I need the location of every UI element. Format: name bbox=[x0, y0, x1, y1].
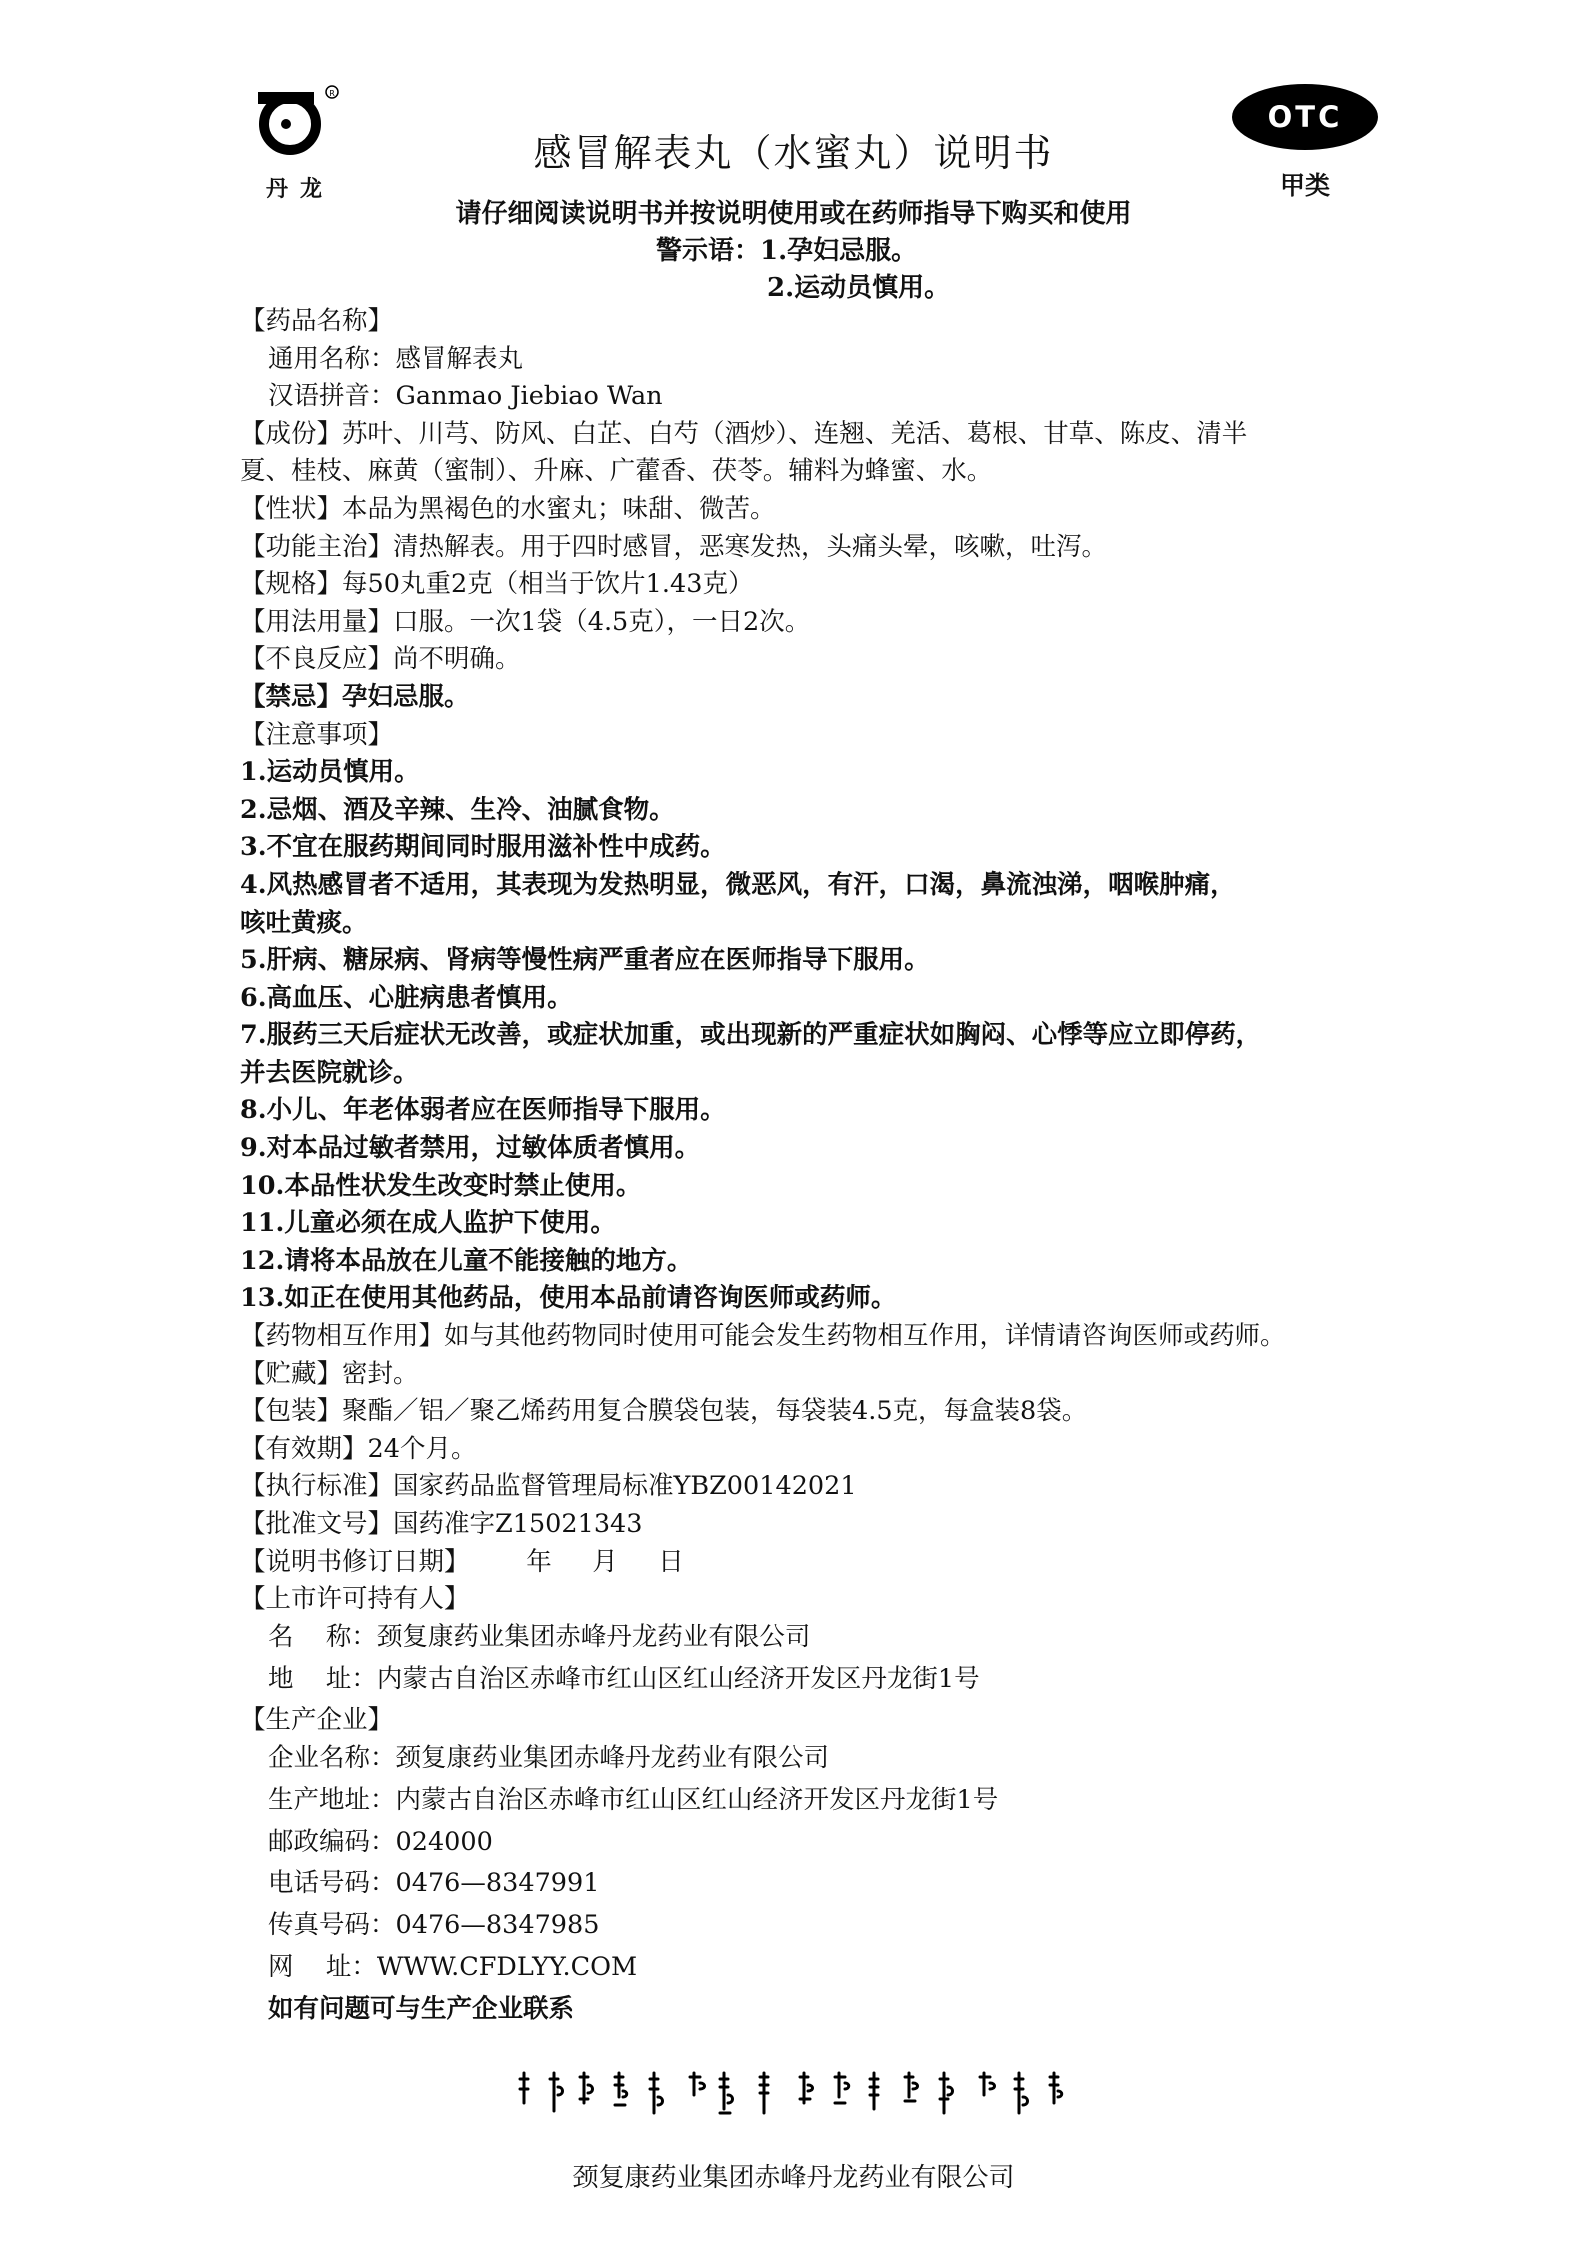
section-drug-name: 【药品名称】 bbox=[240, 306, 394, 336]
usage-advice: 请仔细阅读说明书并按说明使用或在药师指导下购买和使用 bbox=[455, 199, 1132, 229]
precaution-item: 11.儿童必须在成人监护下使用。 bbox=[240, 1208, 616, 1239]
document-title: 感冒解表丸（水蜜丸）说明书 bbox=[533, 131, 1054, 175]
precaution-item: 咳吐黄痰。 bbox=[240, 907, 368, 938]
section-dosage: 【用法用量】口服。一次1袋（4.5克），一日2次。 bbox=[240, 606, 811, 637]
section-specification: 【规格】每50丸重2克（相当于饮片1.43克） bbox=[240, 569, 754, 600]
precaution-item: 8.小儿、年老体弱者应在医师指导下服用。 bbox=[240, 1095, 726, 1126]
mongolian-script-graphic bbox=[0, 2065, 1587, 2129]
section-precautions: 【注意事项】 bbox=[240, 719, 394, 750]
section-standard: 【执行标准】国家药品监督管理局标准YBZ00142021 bbox=[240, 1471, 857, 1502]
postcode: 邮政编码：024000 bbox=[268, 1826, 493, 1857]
precaution-item: 2.忌烟、酒及辛辣、生冷、油腻食物。 bbox=[240, 794, 675, 825]
precaution-item: 3.不宜在服药期间同时服用滋补性中成药。 bbox=[240, 832, 726, 863]
precaution-item: 5.肝病、糖尿病、肾病等慢性病严重者应在医师指导下服用。 bbox=[240, 945, 930, 976]
warning-line-1: 警示语：1.孕妇忌服。 bbox=[656, 236, 918, 266]
section-adverse: 【不良反应】尚不明确。 bbox=[240, 644, 521, 675]
leaflet-body bbox=[240, 303, 1370, 2028]
section-contraindication: 【禁忌】孕妇忌服。 bbox=[240, 681, 470, 712]
footer-company: 颈复康药业集团赤峰丹龙药业有限公司 bbox=[572, 2163, 1015, 2193]
mah-address: 地 址：内蒙古自治区赤峰市红山区红山经济开发区丹龙街1号 bbox=[268, 1663, 980, 1694]
section-mah: 【上市许可持有人】 bbox=[240, 1584, 470, 1615]
logo-text: 丹龙 bbox=[265, 176, 334, 202]
precaution-item: 10.本品性状发生改变时禁止使用。 bbox=[240, 1170, 642, 1201]
website: 网 址：WWW.CFDLYY.COM bbox=[268, 1951, 638, 1982]
precaution-item: 13.如正在使用其他药品，使用本品前请咨询医师或药师。 bbox=[240, 1283, 897, 1314]
precaution-item: 12.请将本品放在儿童不能接触的地方。 bbox=[240, 1245, 693, 1276]
section-storage: 【贮藏】密封。 bbox=[240, 1358, 419, 1389]
section-indications: 【功能主治】清热解表。用于四时感冒，恶寒发热，头痛头晕，咳嗽，吐泻。 bbox=[240, 531, 1108, 562]
ingredients-line-1: 【成份】苏叶、川芎、防风、白芷、白芍（酒炒）、连翘、羌活、葛根、甘草、陈皮、清半 bbox=[240, 418, 1248, 449]
warning-line-2: 2.运动员慎用。 bbox=[767, 273, 951, 303]
section-manufacturer: 【生产企业】 bbox=[240, 1705, 394, 1736]
section-approval: 【批准文号】国药准字Z15021343 bbox=[240, 1509, 643, 1539]
section-validity: 【有效期】24个月。 bbox=[240, 1433, 477, 1464]
precaution-item: 并去医院就诊。 bbox=[240, 1057, 419, 1088]
otc-class-label: 甲类 bbox=[1279, 171, 1330, 200]
section-revision-date: 【说明书修订日期】 年 月 日 bbox=[240, 1546, 684, 1577]
precaution-item: 4.风热感冒者不适用，其表现为发热明显，微恶风，有汗，口渴，鼻流浊涕，咽喉肿痛， bbox=[240, 869, 1236, 900]
precaution-item: 7.服药三天后症状无改善，或症状加重，或出现新的严重症状如胸闷、心悸等应立即停药， bbox=[240, 1020, 1262, 1051]
precaution-item: 6.高血压、心脏病患者慎用。 bbox=[240, 982, 573, 1013]
phone-number: 电话号码：0476—8347991 bbox=[268, 1868, 600, 1899]
generic-name: 通用名称：感冒解表丸 bbox=[268, 343, 524, 374]
section-package: 【包装】聚酯／铝／聚乙烯药用复合膜袋包装，每袋装4.5克，每盒装8袋。 bbox=[240, 1396, 1088, 1427]
precaution-item: 1.运动员慎用。 bbox=[240, 757, 420, 788]
mah-name: 名 称：颈复康药业集团赤峰丹龙药业有限公司 bbox=[268, 1621, 811, 1652]
pinyin-name: 汉语拼音：Ganmao Jiebiao Wan bbox=[268, 381, 663, 412]
section-character: 【性状】本品为黑褐色的水蜜丸；味甜、微苦。 bbox=[240, 493, 776, 524]
precaution-item: 9.对本品过敏者禁用，过敏体质者慎用。 bbox=[240, 1133, 701, 1164]
section-interactions: 【药物相互作用】如与其他药物同时使用可能会发生药物相互作用，详情请咨询医师或药师。 bbox=[240, 1321, 1286, 1352]
otc-badge: OTC bbox=[1232, 84, 1378, 150]
fax-number: 传真号码：0476—8347985 bbox=[268, 1910, 600, 1941]
svg-text:R: R bbox=[329, 89, 335, 98]
ingredients-line-2: 夏、桂枝、麻黄（蜜制）、升麻、广藿香、茯苓。辅料为蜂蜜、水。 bbox=[240, 456, 993, 487]
manufacturer-name: 企业名称：颈复康药业集团赤峰丹龙药业有限公司 bbox=[268, 1742, 830, 1773]
manufacturer-address: 生产地址：内蒙古自治区赤峰市红山区红山经济开发区丹龙街1号 bbox=[268, 1784, 999, 1815]
contact-note: 如有问题可与生产企业联系 bbox=[268, 1993, 575, 2024]
